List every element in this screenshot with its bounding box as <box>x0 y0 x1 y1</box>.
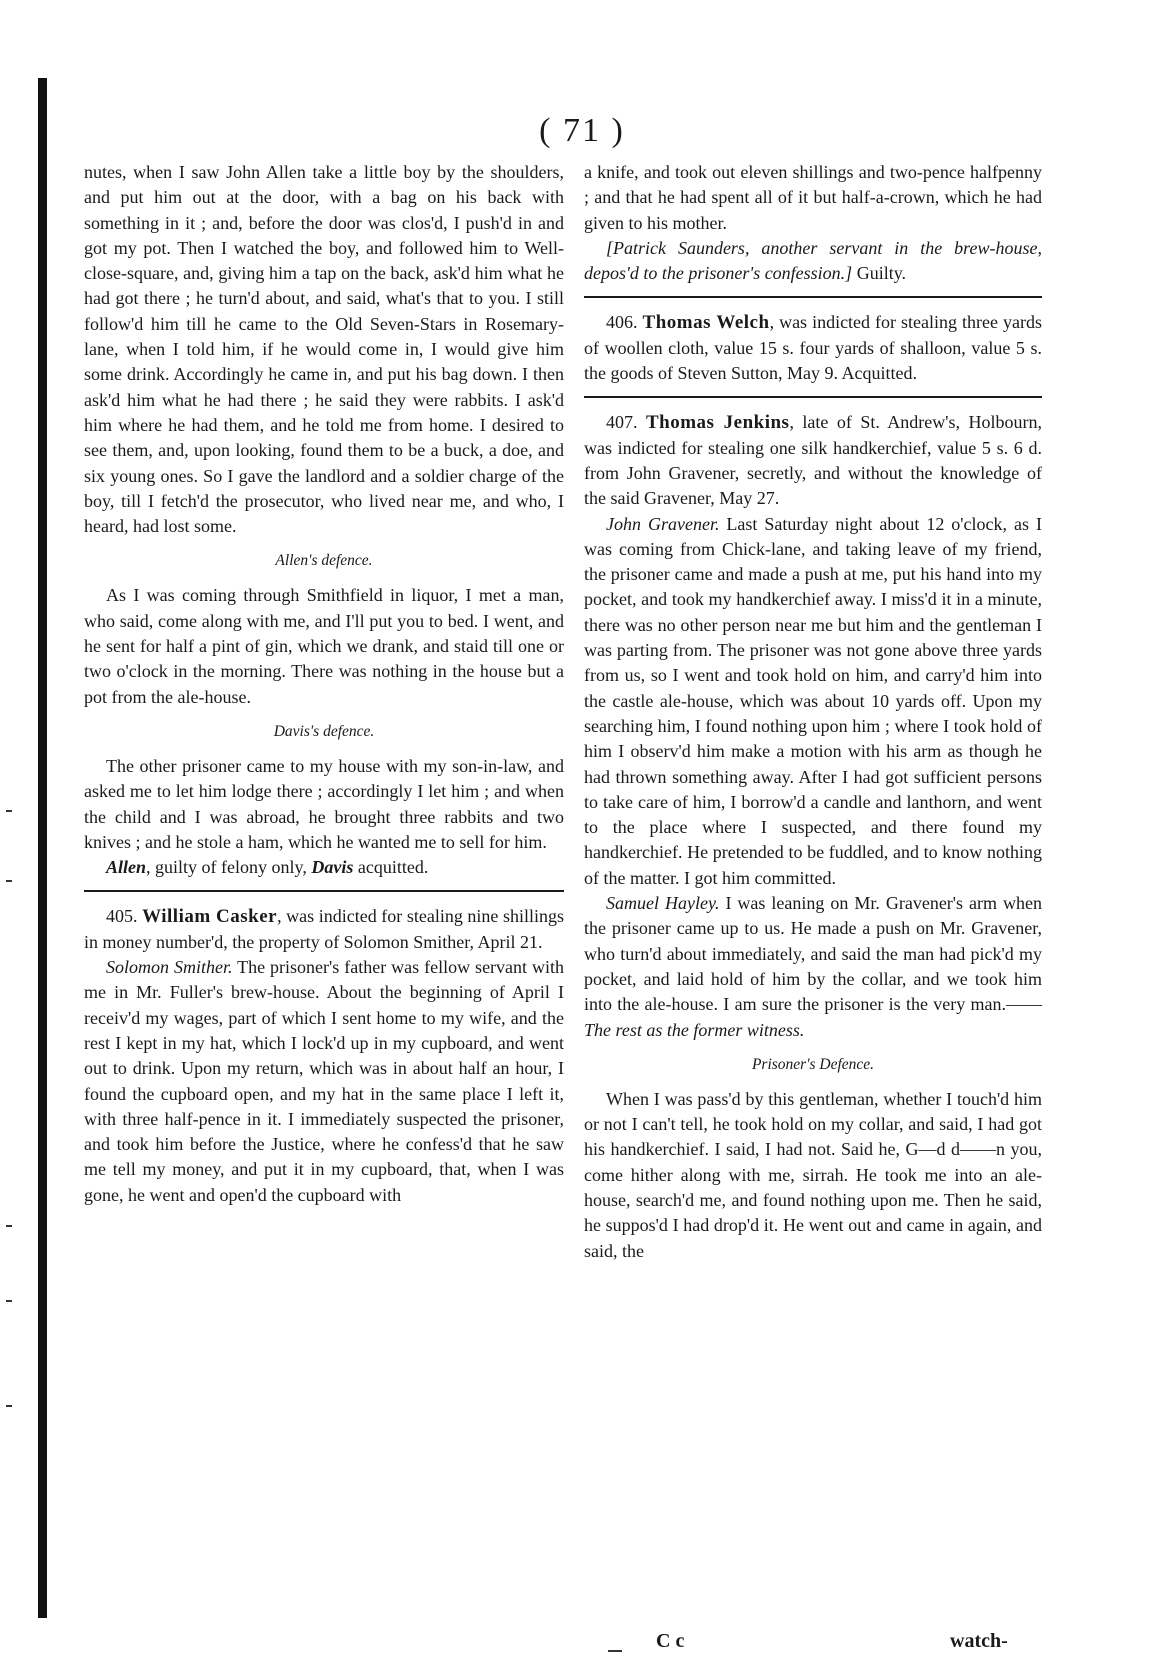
section-heading-prisoner-defence: Prisoner's Defence. <box>751 1055 875 1073</box>
margin-mark <box>6 810 12 812</box>
prisoner-defence-text: When I was pass'd by this gentleman, whether I touch'd him or not I can't tell, he took hold on my collar, and said, I had got his handkerchief. I said, I had not. Said he, G—d d——n you, come hither along with me, sirrah. He took me into an ale-house, search'd me, and found nothing upon me. Then he said, he suppos'd I had drop'd it. He went out and came in again, and said, the <box>584 1088 1042 1261</box>
verdict-text: , guilty of felony only, <box>146 857 312 878</box>
footer-dash <box>608 1650 622 1652</box>
right-column <box>584 160 1042 1264</box>
witness-name: Solomon Smither. <box>106 957 233 978</box>
witness-name: John Gravener. <box>606 513 720 534</box>
verdict-line <box>84 855 564 880</box>
section-heading-davis-defence: Davis's defence. <box>273 722 375 740</box>
testimony-paragraph: nutes, when I saw John Allen take a little boy by the shoulders, and put him out at the door, with a bag on his back with something in it ; and, before the door was clos'd, I push'd in and got my pot. Then I watched the boy, and followed him to Well-close-square, and, giving him a tap on the back, ask'd him what he had got there ; he turn'd about, and said, what's that to you. I still follow'd him till he came to the Old Seven-Stars in Rosemary-lane, when I told him, if he would come in, I would give him some drink. Accordingly he came in, and put his bag down. I then ask'd him what he had there ; he said they were rabbits. I ask'd him where he had them, and he told me from home. I desired to see them, and, upon looking, found them to be a buck, a doe, and six young ones. So I gave the landlord and a soldier charge of the boy, till I fetch'd the prosecutor, who lived near me, and who, I heard, had lost some. <box>84 162 564 537</box>
testimony-paragraph: a knife, and took out eleven shillings and two-pence halfpenny ; and that he had spent all of it but half-a-crown, which he had given to his mother. <box>584 162 1042 233</box>
signature-mark: C c <box>656 1630 685 1652</box>
case-406-indictment <box>584 310 1042 386</box>
testimony-text: I was leaning on Mr. Gravener's arm when the prisoner came up to us. He made a push on Mr. Gravener, who turn'd about immediately, and said the man had pick'd my pocket, and laid hold of him by the collar, and we took him into the ale-house. I am sure the prisoner is the very man. <box>584 893 1042 1015</box>
section-divider <box>84 890 564 892</box>
section-heading-allen-defence: Allen's defence. <box>275 552 373 570</box>
testimony-text: Last Saturday night about 12 o'clock, as I was coming from Chick-lane, and taking leave of my friend, the prisoner came and made a push at me, put his hand into my pocket, and took my handkerchief away. I miss'd it in a minute, there was no other person near me but him and the gentleman I was parting from. The prisoner was not gone above three yards from us, so I went and took hold on him, and carry'd him into the castle ale-house, which was about 10 yards off. Upon my searching him, I found nothing upon him ; where I took hold of him I observ'd him make a motion with his arm as though he had thrown something away. After I had got sufficient persons to take care of him, I borrow'd a candle and lanthorn, and went to the place where I suspected, and there found my handkerchief. He pretended to be fuddled, and to know nothing of the matter. I got him committed. <box>584 513 1042 888</box>
witness-testimony <box>584 891 1042 1043</box>
case-number: 405. <box>106 906 138 927</box>
witness-testimony <box>584 512 1042 891</box>
margin-mark <box>6 1300 12 1302</box>
indictment-text: , was indicted for stealing three yards of woollen cloth, value 15 s. four yards of shalloon, value 5 s. the goods of Steven Sutton, May 9. Acquitted. <box>584 312 1043 384</box>
davis-defence-text: The other prisoner came to my house with my son-in-law, and asked me to let him lodge there ; accordingly I let him ; and when the child and I was abroad, he brought three rabbits and two knives ; and he stole a ham, which he wanted me to sell for him. <box>84 755 564 852</box>
margin-mark <box>6 880 12 882</box>
section-divider <box>584 296 1042 298</box>
verdict-name: Allen <box>106 857 147 878</box>
testimony-note: The rest as the former witness. <box>584 1019 805 1040</box>
case-number: 406. <box>606 312 638 333</box>
left-column <box>84 160 564 1208</box>
catchword: watch- <box>950 1630 1008 1652</box>
deposition-note <box>584 236 1042 287</box>
indictment-text: , was indicted for stealing nine shillings in money number'd, the property of Solomon Smither, April 21. <box>84 906 565 952</box>
verdict-text: Guilty. <box>852 263 907 284</box>
testimony-text: The prisoner's father was fellow servant with me in Mr. Fuller's brew-house. About the beginning of April I receiv'd my wages, part of which I sent home to my wife, and the rest I kept in my hat, which I lock'd up in my cupboard, and went out to drink. Upon my return, which was in about half an hour, I found the cupboard open, and my hat in the same place I left it, with three half-pence in it. I immediately suspected the prisoner, and took him before the Justice, where he confess'd that he saw me tell my money, and put it in my cupboard, that, when I was gone, he went and open'd the cupboard with <box>84 957 564 1205</box>
section-divider <box>584 396 1042 398</box>
indictment-text: , late of St. Andrew's, Holbourn, was indicted for stealing one silk handkerchief, value 5 s. 6 d. from John Gravener, secretly, and without the knowledge of the said Gravener, May 27. <box>584 412 1042 509</box>
margin-mark <box>6 1405 12 1407</box>
witness-name: Samuel Hayley. <box>606 893 720 914</box>
defendant-name: Thomas Welch <box>642 312 770 334</box>
dash: —— <box>1006 994 1042 1015</box>
case-407-indictment <box>584 410 1042 511</box>
case-number: 407. <box>606 412 638 433</box>
margin-mark <box>6 1225 12 1227</box>
witness-testimony <box>84 955 564 1208</box>
page-number: ( 71 ) <box>539 112 625 149</box>
deposition-text: [Patrick Saunders, another servant in the brew-house, depos'd to the prisoner's confession.] <box>584 237 1042 284</box>
allen-defence-text: As I was coming through Smithfield in liquor, I met a man, who said, come along with me, and I'll put you to bed. I went, and he sent for half a pint of gin, which we drank, and staid till one or two o'clock in the morning. There was nothing in the house but a pot from the ale-house. <box>84 585 564 707</box>
defendant-name: William Casker <box>142 906 278 928</box>
binding-shadow <box>38 78 47 1618</box>
case-405-indictment <box>84 904 564 955</box>
verdict-name: Davis <box>311 857 354 878</box>
defendant-name: Thomas Jenkins <box>645 412 790 434</box>
verdict-text: acquitted. <box>353 857 429 878</box>
